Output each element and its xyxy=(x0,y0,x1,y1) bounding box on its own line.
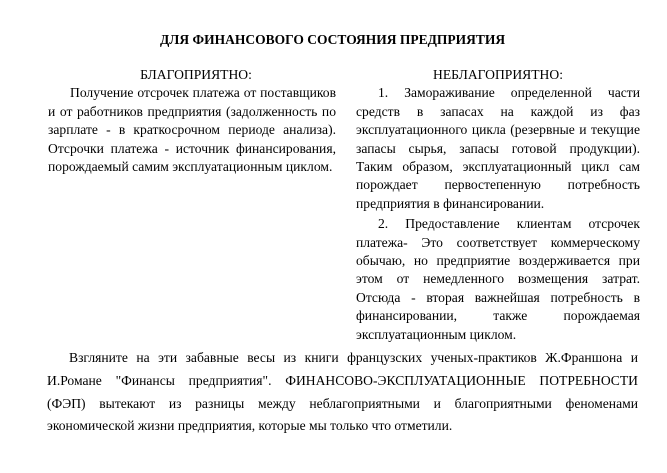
favorable-paragraph: Получение отсрочек платежа от поставщиков и от работников предприятия (задолженность по зарплате - в краткосрочном периоде анализа). Отсрочки платежа - источник финансирования, порождаемый самим эксплуатационным циклом. xyxy=(48,85,336,175)
unfavorable-column xyxy=(356,66,640,344)
favorable-column xyxy=(48,66,336,176)
unfavorable-paragraph-2: 2. Предоставление клиентам отсрочек платежа- Это соответствует коммерческому обычаю, но предприятие воздерживается при этом от немедленного возмещения затрат. Отсюда - вторая важнейшая потребность в финансировании, также порождаемая эксплуатационным циклом. xyxy=(356,216,640,342)
unfavorable-paragraph-1: 1. Замораживание определенной части средств в запасах на каждой из фаз эксплуатационного цикла (резервные и текущие запасы сырья, запасы готовой продукции). Таким образом, эксплуатационный цикл сам порождает первостепенную потребность предприятия в финансировании. xyxy=(356,85,640,211)
unfavorable-heading: НЕБЛАГОПРИЯТНО: xyxy=(433,67,563,82)
page-title: ДЛЯ ФИНАНСОВОГО СОСТОЯНИЯ ПРЕДПРИЯТИЯ xyxy=(160,32,506,47)
favorable-heading: БЛАГОПРИЯТНО: xyxy=(140,67,252,82)
summary-paragraph: Взгляните на эти забавные весы из книги французских ученых-практиков Ж.Франшона и И.Романе "Финансы предприятия". ФИНАНСОВО-ЭКСПЛУАТАЦИОННЫЕ ПОТРЕБНОСТИ (ФЭП) вытекают из разницы между неблагоприятными и благоприятными феноменами экономической жизни предприятия, которые мы только что отметили. xyxy=(47,350,638,434)
